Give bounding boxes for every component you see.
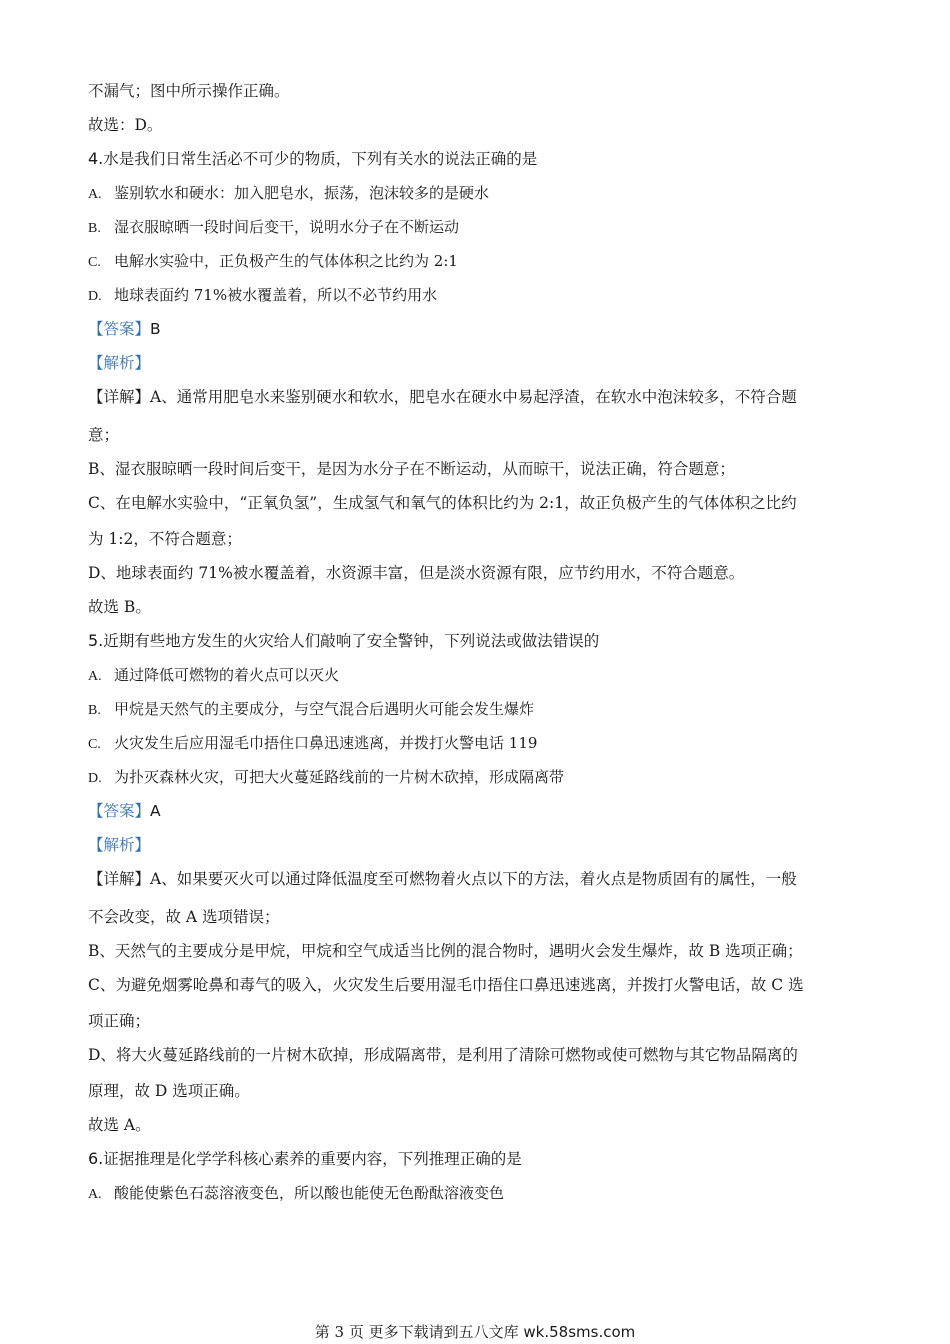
question-4 bbox=[88, 148, 870, 170]
analysis-tag: 【解析】 bbox=[88, 836, 151, 854]
detail-line: B、天然气的主要成分是甲烷，甲烷和空气成适当比例的混合物时，遇明火会发生爆炸，故 B 选项正确； bbox=[88, 942, 803, 960]
option-a: A. 酸能使紫色石蕊溶液变色，所以酸也能使无色酚酞溶液变色 bbox=[88, 1184, 505, 1202]
answer-line bbox=[88, 800, 870, 822]
detail-line: 【详解】A、通常用肥皂水来鉴别硬水和软水，肥皂水在硬水中易起浮渣，在软水中泡沫较多，不符合题 bbox=[88, 388, 797, 406]
detail-line: C、为避免烟雾呛鼻和毒气的吸入，火灾发生后要用湿毛巾捂住口鼻迅速逃离，并拨打火警电话，故 C 选 bbox=[88, 976, 804, 994]
detail-line: 为 1:2，不符合题意； bbox=[88, 530, 242, 548]
option-d: D. 为扑灭森林火灾，可把大火蔓延路线前的一片树木砍掉，形成隔离带 bbox=[88, 768, 565, 786]
answer-tag: 【答案】 bbox=[88, 802, 151, 820]
detail-line: 故选 A。 bbox=[88, 1116, 151, 1134]
text-line: 故选：D。 bbox=[88, 116, 163, 134]
answer-line bbox=[88, 318, 870, 340]
detail-line: 故选 B。 bbox=[88, 598, 151, 616]
detail-line: D、将大火蔓延路线前的一片树木砍掉，形成隔离带，是利用了清除可燃物或使可燃物与其它物品隔离的 bbox=[88, 1046, 798, 1064]
page-number: 第 3 页 bbox=[314, 1323, 364, 1341]
option-b: B. 湿衣服晾晒一段时间后变干，说明水分子在不断运动 bbox=[88, 218, 460, 236]
question-text: 证据推理是化学学科核心素养的重要内容，下列推理正确的是 bbox=[103, 1150, 522, 1168]
answer-value: B bbox=[150, 320, 161, 338]
footer-text: 更多下载请到五八文库 bbox=[368, 1323, 519, 1341]
question-text: 水是我们日常生活必不可少的物质，下列有关水的说法正确的是 bbox=[103, 150, 538, 168]
detail-line: D、地球表面约 71%被水覆盖着，水资源丰富，但是淡水资源有限，应节约用水，不符合题意。 bbox=[88, 564, 745, 582]
question-number: 6. bbox=[88, 1149, 104, 1168]
analysis-tag: 【解析】 bbox=[88, 354, 151, 372]
detail-line: 原理，故 D 选项正确。 bbox=[88, 1082, 250, 1100]
question-number: 4. bbox=[88, 149, 104, 168]
footer-link[interactable]: wk.58sms.com bbox=[523, 1323, 636, 1341]
text-line: 不漏气；图中所示操作正确。 bbox=[88, 82, 290, 100]
answer-tag: 【答案】 bbox=[88, 320, 151, 338]
detail-line: 不会改变，故 A 选项错误； bbox=[88, 908, 280, 926]
question-text: 近期有些地方发生的火灾给人们敲响了安全警钟，下列说法或做法错误的 bbox=[103, 632, 600, 650]
detail-line: 意； bbox=[88, 426, 120, 444]
question-6 bbox=[88, 1148, 870, 1170]
detail-line: C、在电解水实验中，“正氧负氢”，生成氢气和氧气的体积比约为 2:1，故正负极产生的气体体积之比约 bbox=[88, 494, 797, 512]
option-a: A. 通过降低可燃物的着火点可以灭火 bbox=[88, 666, 340, 684]
answer-value: A bbox=[150, 802, 161, 820]
option-b: B. 甲烷是天然气的主要成分，与空气混合后遇明火可能会发生爆炸 bbox=[88, 700, 535, 718]
option-c: C. 电解水实验中，正负极产生的气体体积之比约为 2:1 bbox=[88, 252, 458, 270]
detail-line: B、湿衣服晾晒一段时间后变干，是因为水分子在不断运动，从而晾干，说法正确，符合题意； bbox=[88, 460, 735, 478]
option-d: D. 地球表面约 71%被水覆盖着，所以不必节约用水 bbox=[88, 286, 438, 304]
page-footer bbox=[0, 1322, 950, 1342]
detail-line: 项正确； bbox=[88, 1012, 151, 1030]
question-5 bbox=[88, 630, 870, 652]
option-c: C. 火灾发生后应用湿毛巾捂住口鼻迅速逃离，并拨打火警电话 119 bbox=[88, 734, 538, 752]
question-number: 5. bbox=[88, 631, 104, 650]
detail-line: 【详解】A、如果要灭火可以通过降低温度至可燃物着火点以下的方法，着火点是物质固有的属性，一般 bbox=[88, 870, 797, 888]
option-a: A. 鉴别软水和硬水：加入肥皂水，振荡，泡沫较多的是硬水 bbox=[88, 184, 490, 202]
